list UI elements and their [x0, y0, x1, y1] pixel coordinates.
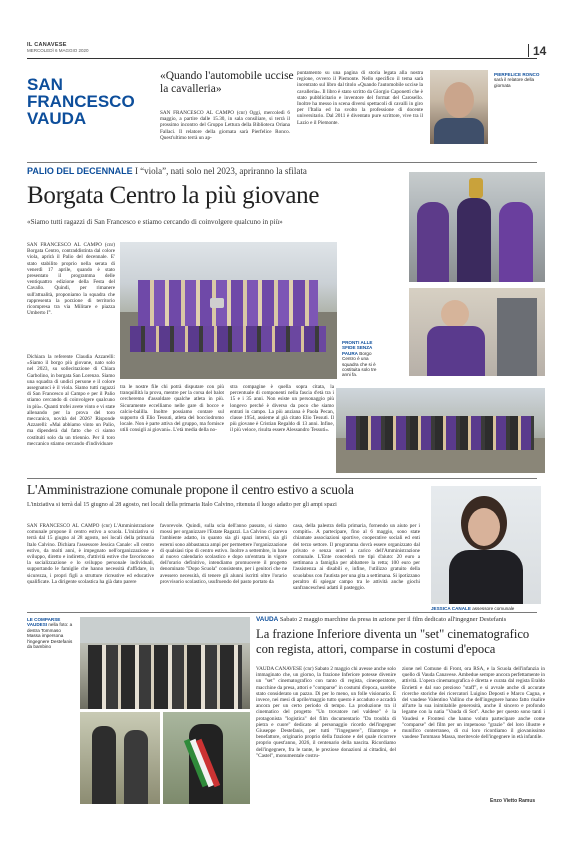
section-rule-1 — [27, 162, 537, 163]
borgata-centro-team-photo — [120, 242, 337, 379]
estivo-headline: L'Amministrazione comunale propone il centro estivo a scuola — [27, 482, 354, 497]
palio-col1-body: Dichiara la referente Claudia Azzarelli: «Siamo il borgo più giovane, nato solo nel 2023, su sollecitazione di Chiara Garbolino, in borgata San Lorenzo. Siamo una squadra di undici persone e il colore assegnatoci è il viola. Siamo tutti ragazzi di San Francesco al Campo e per il Palio stiamo cercando di coinvolgere qualcuno in più». Quanti trofei avete vinto e vi state allenando per la prova del toro meccanico, novità del 2026? Risponde Azzarelli: «Mai abbiamo vinto un Palio, ma dipenderà dal fatto che ci siamo costituiti solo da un triennio. Per il toro meccanico stiamo cercando d'individuare — [27, 354, 115, 447]
top-story-col2: puntamento su una pagina di storia legata alla nostra regione, ovvero il Piemonte. Nello specifico il tema sarà incentrato sul libro dal titolo «Quando l'automobile uccise la cavalleria». Il libro è stato scritto da Giorgio Caponetti che è stato pubblicitario e inventore del format del Carosello. Inoltre ha messo in scena diversi spettacoli di cavalli in giro per l'Italia ed ha svolto la professione di docente universitario. Dal 2011 è diventato pure scrittore, vive tra il Lazio e il Piemonte. — [297, 70, 423, 126]
top-story-headline: «Quando l'automobile uccise la cavalleria» — [160, 70, 294, 95]
section-rule-3 — [27, 612, 537, 613]
vauda-col2: zione nel Comune di Front, ora RSA, e la Scuola dell'infanzia in quello di Vauda Canavese. Ambedue sempre ancora perfettamente in attività. L'opera cinematografica è diretta e curata dal regista Eraldo Enrietti e dal suo prezioso "staff", e si avvale anche di accurate ricerche storiche dei ricercatori Luigino Deposti e Marco Cagna, e del vaudese Valentino Vallino che dell'ingegnere hanno fatto risalire all'arte la sua inimitabile generosità, anche il sincero e profondo legame con la natia "Vauda di Sot". Anche per questo sono tanti i Vaudesi e Frontesi che hanno voluto partecipare anche come "comparse" del film per un impetuoso "grazie" del loro illustre e munifico conterraneo, di cui loro ricordiamo il giovanissimo vaudese Tommaso Massa, meritevole dell'ingegnere in età infantile. — [402, 666, 545, 741]
vauda-caption — [27, 617, 75, 649]
section-title-line3: VAUDA — [27, 109, 87, 128]
paper-name: IL CANAVESE — [27, 42, 67, 48]
section-rule-2 — [27, 478, 537, 479]
issue-date: MERCOLEDÌ 6 MAGGIO 2020 — [27, 48, 89, 53]
masthead — [27, 42, 89, 53]
mayor-sash-photo — [163, 712, 250, 804]
parade-group-photo — [336, 388, 545, 473]
vauda-author: Enzo Vietto Ramus — [490, 798, 536, 804]
ronco-caption-text: sarà il relatore della giornata — [494, 77, 535, 88]
costume-pair-photo — [80, 712, 160, 804]
estivo-col1: SAN FRANCESCO AL CAMPO (cnr) L'Amministrazione comunale propone il centro estivo a scuola. L'iniziativa si terrà dal 15 giugno al 28 agosto, nei locali della primaria Italo Calvino. Dichiara l'assessore Jessica Canale: «Il centro estivo, da molti anni, è impegnato nell'organizzazione e sviluppo, diretto e indiretto, d'attività estive che favoriscono la socializzazione e lo sviluppo personale individuali, supportando le famiglie che hanno necessità d'affidare, in sicurezza, i propri figli a strutture ricreative ed educative qualificate. La dirigente scolastica ha già dato parere — [27, 523, 154, 585]
child-purple-shirt-photo — [409, 288, 545, 376]
canale-caption — [431, 606, 546, 611]
palio-caption-title: PRONTI ALLE SFIDE SENZA PAURA — [342, 340, 373, 356]
vauda-caption-title: LE COMPARSE VAUDESI — [27, 617, 61, 628]
vauda-col1: VAUDA CANAVESE (cnr) Sabato 2 maggio chi avesse anche solo immaginato che, un giorno, la frazione Inferiore potesse divenire un "set" cinematografico con tanto di regista, cineoperatore, macchine da presa, attori e "comparse" in costumi d'epoca, sarebbe stato considerato un pazzo. Di per lo meno, un folle visionario. E invece, nei mesi di aprile/maggio tutto questo è accaduto e accadrà ancora per un certo periodo di tempo. La produzione tra il cinematico del progetto "Un trovatore nel valdese" è la protagonista "logistica" del film documentario "Da troubla di pietra e cuore" dedicato al personaggio ricordo dell'ingegner Giuseppe Destefanis, per tutti "l'ingegnere", filantropo e benefattore, originario proprio della frazione e del quale ricorrere proprio quest'anno, 2026, il centenario della nascita. Ricordiamo dell'ingegnere, fra le tante, le preziose donazioni ai cittadini, del "Castel", monumentale costru- — [256, 666, 396, 759]
palio-col1-intro — [27, 242, 115, 352]
palio-kicker-rest: I “viola”, nati solo nel 2023, apriranno la sfilata — [134, 166, 307, 176]
period-costume-group-photo — [80, 617, 250, 709]
section-title-line2: FRANCESCO — [27, 92, 135, 111]
palio-subhead: «Siamo tutti ragazzi di San Francesco e stiamo cercando di coinvolgere qualcuno in più» — [27, 218, 283, 226]
header-rule — [27, 58, 537, 59]
palio-caption-text: Borgo Centro è una squadra che si è costituita solo tre anni fa. — [342, 350, 377, 378]
vauda-headline: La frazione Inferiore diventa un "set" cinematografico con regista, attori, comparse in costumi d'epoca — [256, 627, 530, 656]
palio-col2: tra le nostre file chi potrà disputare con più tranquillità la prova, mentre per la corsa del balot cercheremo d'assoldare qualche atleta in più. Sicuramente eccelliamo nelle gare di bocce e calcio-balilla. Inoltre possiamo contare sul supporto di Elio Tessuti, atleta del bocciodromo locale. Non è parte attiva del gruppo, ma fornisce utili consigli ai giovani». L'età media della no- — [120, 384, 224, 434]
vauda-kicker — [256, 616, 546, 624]
estivo-col3: casa, della palestra della primaria, fornendo un aiuto per i compiti». A partecipare, fino al 6 maggio, sono state chiamate associazioni sportive, cooperative sociali ed enti del terzo settore. Il programma dovrà essere organizzato dal privato e senza oneri a carico dell'Amministrazione comunale. L'Ente concederà tre tipi d'aiuto: 20 euro a settimana a famiglia per abbattere la retta; 100 euro per l'assistenza ai disabili e, infine, l'utilizzo gratuito della scuolabus con l'autista per una gita a settimana. Si ipotizzano peraltro di spiegar campo tra le attività anche giochi sanfranceschesi adatti il pasteggio. — [293, 523, 420, 592]
ronco-caption — [494, 72, 540, 88]
section-title — [27, 76, 135, 127]
borgata-centro-trophy-photo — [409, 172, 545, 282]
vauda-caption-text: nella foto: a destra Tommaso Massa impersona l'ingegnere Destefanis da bambino — [27, 622, 73, 650]
palio-caption — [342, 340, 382, 378]
palio-headline: Borgata Centro la più giovane — [27, 182, 320, 209]
vauda-kicker-label: VAUDA — [256, 616, 279, 623]
canale-caption-name: JESSICA CANALE — [431, 606, 471, 611]
canale-portrait — [431, 486, 541, 604]
ronco-portrait — [430, 70, 488, 144]
palio-col1-intro-text: SAN FRANCESCO AL CAMPO (cnr) Borgata Centro, contraddistinta dal colore viola, aprirà il Palio del decennale. E' stato stabilito proprio nella serata di venerdì 17 aprile, quando è stato presentato il programma delle ventiquattro edizione della Festa del Cavallo. Quindi, per rimanere sull'attualità, proponiamo la squadra che rappresenta la porzione di territorio ricompresa tra via Militare e piazza Umberto I°. — [27, 242, 115, 317]
canale-caption-text: assessore comunale — [472, 606, 515, 611]
estivo-col2: favorevole. Quindi, sulla scia dell'anno passato, si siamo mossi per organizzare l'Estate Ragazzi. La Calvino ci pareva l'ambiente adatto, in quanto sia gli spazi interni, sia gli esterni sono abbastanza ampi per permettere l'organizzazione di qualsiasi tipo di centro estivo. Inoltre a settembre, in base al nuovo calendario scolastico e dopo un'entrata in vigore dell'orario definitivo, intendiamo promuovere il progetto denominato "Dopo Scuola" consistente, per i genitori che ne avessero necessità, di tenere gli alunni iscritti oltre l'orario provvisorio scolastico, usufruendo del pasto portato da — [160, 523, 287, 585]
palio-kicker — [27, 166, 427, 176]
vauda-kicker-rest: Sabato 2 maggio marchine da presa in azione per il film dedicato all'ingegner Destefanis — [279, 616, 507, 623]
ronco-caption-name: PIERFELICE RONCO — [494, 72, 540, 77]
page-number-divider — [528, 44, 529, 57]
palio-col3: stra compagine è quella sopra citata, la percentuale di componenti nella fascia d'età tra i 15 e i 35 anni. Non esiste un personaggio più longevo perché è diverso da poco che siamo entrati in campo. La più anziana è Paola Pecan, classe 1954, assieme al già citato Elio Tessuti. Il più giovane è Cristian Regaldo di 13 anni. Infine, il più veloce, risulta essere Alessandro Tessuti». — [230, 384, 334, 434]
top-story-col1: SAN FRANCESCO AL CAMPO (cnr) Oggi, mercoledì 6 maggio, a partire dalle 15.30, in sala consiliare, si terrà il prossimo incontro del Gruppo Lettura della Biblioteca Oriana Fallaci. Il relatore della giornata sarà Pierfelice Ronco. Quest'ultimo terrà un ap- — [160, 110, 290, 141]
section-title-line1: SAN — [27, 75, 63, 94]
palio-kicker-label: PALIO DEL DECENNALE — [27, 166, 133, 176]
estivo-subhead: L'iniziativa si terrà dal 15 giugno al 28 agosto, nei locali della primaria Italo Calvino, ritenuta il luogo adatto per gli ampi spazi — [27, 502, 337, 508]
page-number: 14 — [533, 44, 547, 58]
